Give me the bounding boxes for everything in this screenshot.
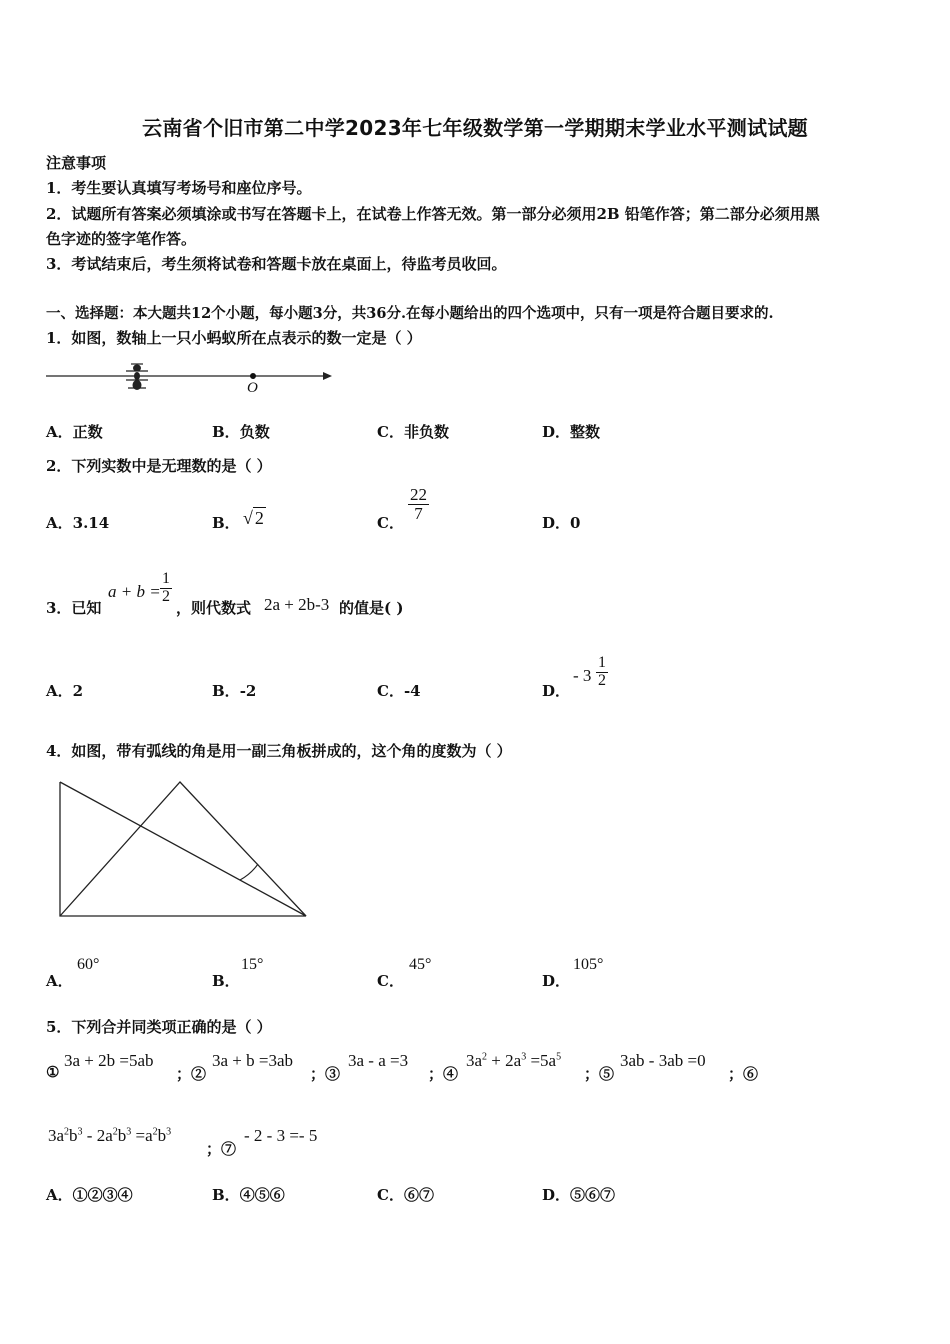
notice-line-2b: 色字迹的签字笔作答。 <box>46 230 197 248</box>
notice-heading: 注意事项 <box>46 154 107 172</box>
section-heading: 一、选择题：本大题共12个小题，每小题3分，共36分.在每小题给出的四个选项中，只有一项是符合题目要求的. <box>46 305 774 322</box>
q4-option-b-value: 15° <box>241 956 264 973</box>
question-4-stem: 4．如图，带有弧线的角是用一副三角板拼成的，这个角的度数为（ ） <box>46 742 512 760</box>
q2-option-a: A．3.14 <box>46 514 110 532</box>
q2-option-b-letter: B． <box>212 514 240 532</box>
question-5-stem: 5．下列合并同类项正确的是（ ） <box>46 1018 272 1036</box>
q3-option-b: B．-2 <box>212 682 257 700</box>
notice-line-2a: 2．试题所有答案必须填涂或书写在答题卡上，在试卷上作答无效。第一部分必须用2B 铅笔作答；第二部分必须用黑 <box>46 205 820 223</box>
arrow-icon <box>323 372 332 380</box>
q5-option-c: C．⑥⑦ <box>377 1186 434 1204</box>
q1-option-b: B．负数 <box>212 423 270 441</box>
question-2-stem: 2．下列实数中是无理数的是（ ） <box>46 457 272 475</box>
q1-option-d: D．整数 <box>542 423 601 441</box>
q5-option-a: A．①②③④ <box>46 1186 133 1204</box>
question-3-prefix: 3．已知 <box>46 599 102 617</box>
q5-marker-3: ；③ <box>310 1065 341 1083</box>
q4-option-c-value: 45° <box>409 956 432 973</box>
notice-line-3: 3．考试结束后，考生须将试卷和答题卡放在桌面上，待监考员收回。 <box>46 255 507 273</box>
q2-option-b-sqrt: √ 2 <box>243 508 264 528</box>
angle-arc <box>240 864 258 880</box>
q4-option-a-value: 60° <box>77 956 100 973</box>
q4-option-d-value: 105° <box>573 956 604 973</box>
question-3-suffix: 的值是( ) <box>339 599 404 617</box>
q5-expr-7: - 2 - 3 =- 5 <box>244 1126 318 1145</box>
q4-option-b-letter: B． <box>212 972 240 990</box>
q2-option-c-fraction: $\frac{22}{7}$ <box>410 485 427 523</box>
q5-marker-1: ① <box>46 1063 60 1081</box>
q5-expr-6: $3a^2b^3 - 2a^2b^3 =a^2b^3$ <box>48 1126 172 1145</box>
q5-expr-5: 3ab - 3ab =0 <box>620 1051 706 1070</box>
q4-option-d-letter: D． <box>542 972 571 990</box>
q3-option-c: C．-4 <box>377 682 421 700</box>
q5-expr-2: 3a + b =3ab <box>212 1051 294 1070</box>
q3-expression: 2a + 2b-3 <box>264 595 330 614</box>
notice-line-1: 1．考生要认真填写考场号和座位序号。 <box>46 179 312 197</box>
q5-option-d: D．⑤⑥⑦ <box>542 1186 616 1204</box>
question-1-stem: 1．如图，数轴上一只小蚂蚁所在点表示的数一定是（ ） <box>46 329 422 347</box>
q5-marker-5: ；⑤ <box>584 1065 615 1083</box>
triangle-rulers-figure <box>54 776 314 922</box>
q3-option-d-letter: D． <box>542 682 571 700</box>
q5-expr-4: $3a^2 + 2a^3 =5a^5$ <box>466 1051 562 1070</box>
q3-option-a: A．2 <box>46 682 84 700</box>
q1-option-a: A．正数 <box>46 423 103 441</box>
q5-marker-7: ；⑦ <box>206 1140 237 1158</box>
q1-option-c: C．非负数 <box>377 423 449 441</box>
q5-expr-3: 3a - a =3 <box>348 1051 409 1070</box>
q3-condition-fraction: $\frac{1}{2}$ <box>162 570 170 605</box>
q5-marker-2: ；② <box>176 1065 207 1083</box>
q2-option-d: D．0 <box>542 514 581 532</box>
q4-option-a-letter: A． <box>46 972 73 990</box>
q5-expr-1: 3a + 2b =5ab <box>64 1051 154 1070</box>
origin-label: O <box>247 380 258 396</box>
q3-option-d-fraction: $\frac{1}{2}$ <box>598 654 606 689</box>
question-3-middle: ，则代数式 <box>176 599 252 617</box>
q5-option-b: B．④⑤⑥ <box>212 1186 285 1204</box>
q4-option-c-letter: C． <box>377 972 404 990</box>
number-line-figure <box>44 362 336 398</box>
q3-condition-lhs: a + b = <box>108 582 161 601</box>
q3-option-d-whole: - 3 <box>573 666 592 685</box>
q5-marker-6: ；⑥ <box>728 1065 759 1083</box>
page-title: 云南省个旧市第二中学2023年七年级数学第一学期期末学业水平测试试题 <box>142 116 808 140</box>
q5-marker-4: ；④ <box>428 1065 459 1083</box>
origin-point <box>250 373 256 379</box>
ant-icon <box>126 364 148 390</box>
q2-option-c-letter: C． <box>377 514 404 532</box>
